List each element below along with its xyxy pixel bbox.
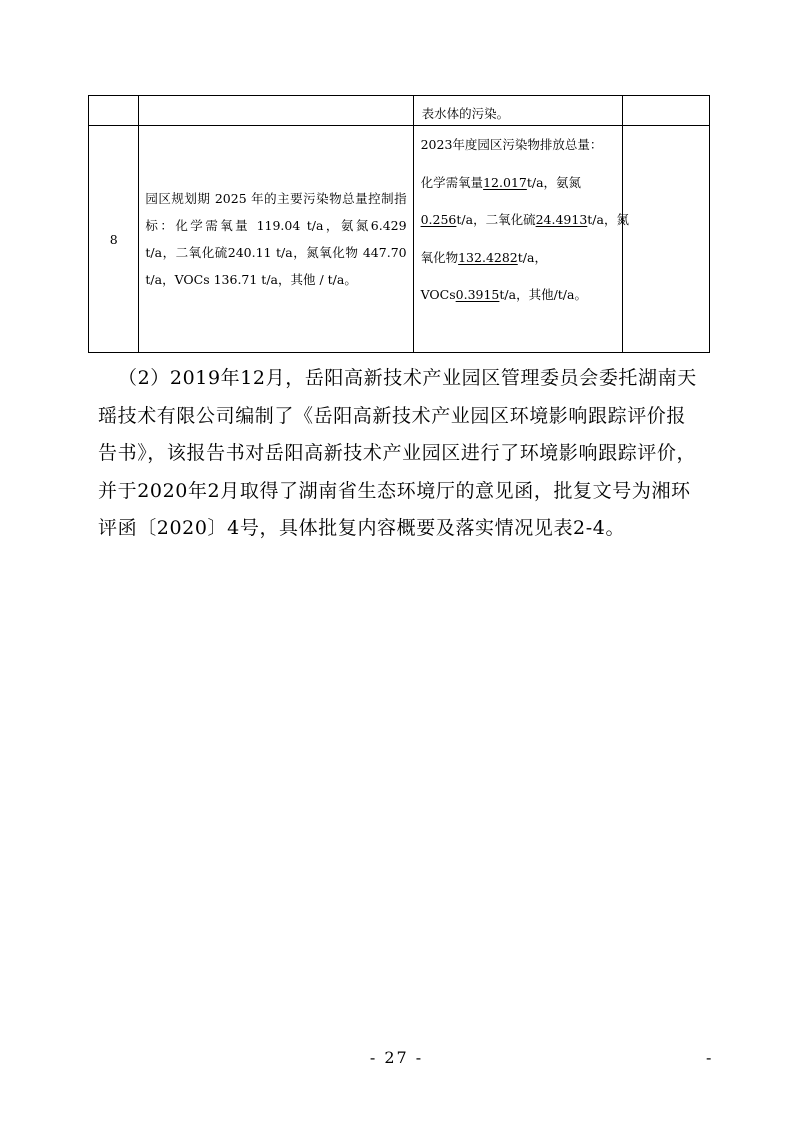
status-line: 2023年度园区污染物排放总量： bbox=[420, 137, 603, 152]
status-text: 表水体的污染。 bbox=[421, 106, 510, 121]
row-number-cell bbox=[89, 126, 139, 353]
cod-value: 12.017 bbox=[483, 174, 527, 190]
compliance-table bbox=[88, 95, 710, 353]
footer-mark: - bbox=[706, 1048, 712, 1067]
status-line: 化学需氧量12.017t/a，氨氮 bbox=[420, 174, 582, 190]
status-cell bbox=[413, 96, 623, 126]
table-row bbox=[89, 126, 710, 353]
requirement-cell bbox=[139, 126, 413, 353]
row-number: 8 bbox=[109, 231, 118, 247]
note-cell bbox=[623, 126, 710, 353]
status-text bbox=[414, 126, 629, 326]
row-number-cell bbox=[89, 96, 139, 126]
status-line: 氧化物132.4282t/a， bbox=[420, 249, 547, 265]
nh3-value: 0.256 bbox=[420, 212, 457, 227]
status-cell bbox=[413, 126, 629, 353]
page-number: - 27 - bbox=[369, 1048, 424, 1067]
status-line: 0.256t/a，二氧化硫24.4913t/a，氮 bbox=[420, 212, 629, 227]
table-row bbox=[89, 96, 710, 126]
nox-value: 132.4282 bbox=[458, 249, 518, 265]
requirement-text: 园区规划期 2025 年的主要污染物总量控制指标：化学需氧量 119.04 t/a，氨氮6.429 t/a，二氧化硫240.11 t/a，氮氧化物 447.70 t/a，VOCs 136.71 t/a，其他 / t/a。 bbox=[145, 191, 407, 287]
voc-value: 0.3915 bbox=[455, 287, 500, 302]
so2-value: 24.4913 bbox=[535, 212, 588, 227]
body-paragraph: （2）2019年12月，岳阳高新技术产业园区管理委员会委托湖南天瑶技术有限公司编制了《岳阳高新技术产业园区环境影响跟踪评价报告书》，该报告书对岳阳高新技术产业园区进行了环境影响跟踪评价，并于2020年2月取得了湖南省生态环境厅的意见函，批复文号为湘环评函〔2020〕4号，具体批复内容概要及落实情况见表2-4。 bbox=[98, 367, 697, 539]
requirement-cell bbox=[139, 96, 413, 126]
status-line: VOCs0.3915t/a，其他/t/a。 bbox=[420, 287, 587, 302]
note-cell bbox=[623, 96, 710, 126]
